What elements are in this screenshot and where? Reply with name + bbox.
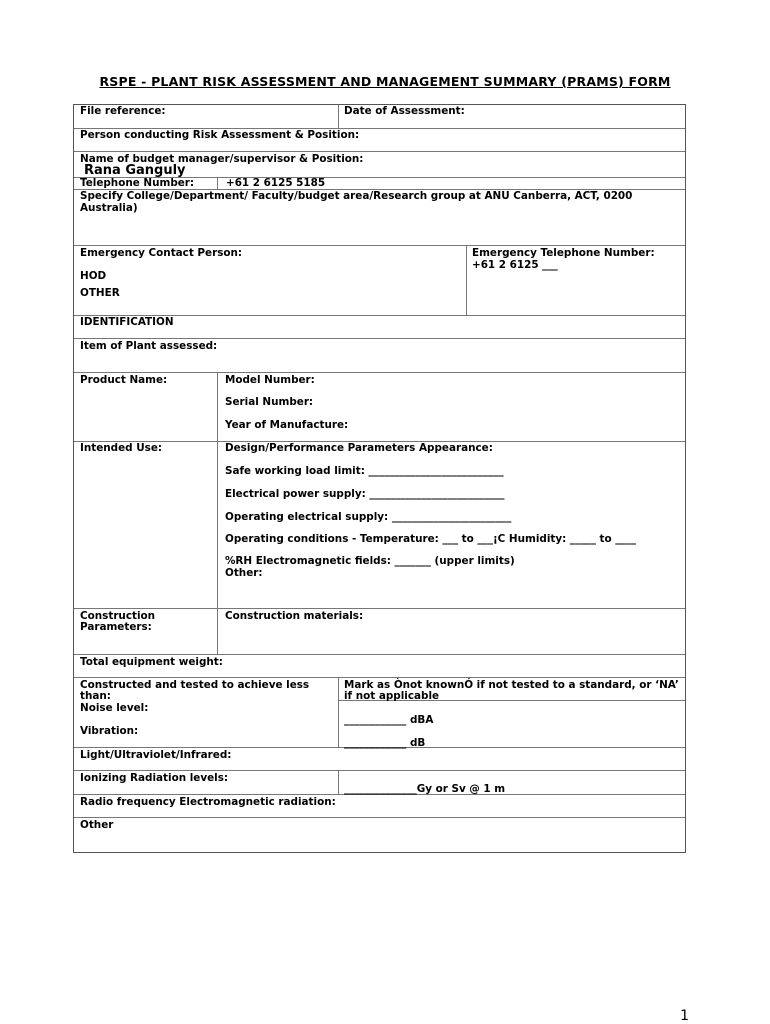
row-divider [74, 817, 685, 818]
emergency-other-label: OTHER [80, 287, 120, 299]
noise-value-field: ____________ dBA [344, 714, 434, 726]
emergency-phone-value: +61 2 6125 ___ [472, 259, 558, 271]
col-divider [466, 245, 467, 315]
mark-line1: Mark as Ònot knownÓ if not tested to a standard, or ‘NA’ [344, 679, 679, 691]
emergency-contact-label: Emergency Contact Person: [80, 247, 243, 259]
page-number: 1 [680, 1008, 689, 1024]
other-label: Other [80, 819, 114, 831]
operating-electrical-field: Operating electrical supply: _______________________ [225, 511, 512, 523]
col-divider [338, 677, 339, 747]
telephone-value: +61 2 6125 5185 [226, 177, 326, 189]
operating-conditions-field: Operating conditions - Temperature: ___ to ___¡C Humidity: _____ to ____ [225, 533, 637, 545]
file-reference-label: File reference: [80, 105, 166, 117]
prams-form [73, 104, 686, 853]
mark-line2: if not applicable [344, 690, 440, 702]
radio-label: Radio frequency Electromagnetic radiation: [80, 796, 336, 808]
electrical-power-field: Electrical power supply: __________________________ [225, 488, 505, 500]
ionizing-value-field: ______________Gy or Sv @ 1 m [344, 783, 506, 795]
intended-use-label: Intended Use: [80, 442, 163, 454]
row-divider [74, 372, 685, 373]
col-divider [217, 372, 218, 654]
emergency-phone-label: Emergency Telephone Number: [472, 247, 655, 259]
row-divider [74, 608, 685, 609]
constructed-line1: Constructed and tested to achieve less [80, 679, 310, 691]
col-divider [338, 105, 339, 128]
specify-line-1: Specify College/Department/ Faculty/budget area/Research group at ANU Canberra, ACT, 0200 [80, 190, 633, 202]
emergency-hod-label: HOD [80, 270, 107, 282]
safe-load-field: Safe working load limit: __________________________ [225, 465, 504, 477]
total-weight-label: Total equipment weight: [80, 656, 223, 668]
row-divider [74, 151, 685, 152]
constructed-line2: than: [80, 690, 111, 702]
row-divider [74, 654, 685, 655]
item-of-plant-label: Item of Plant assessed: [80, 340, 218, 352]
person-conducting-label: Person conducting Risk Assessment & Position: [80, 129, 360, 141]
other-field: Other: [225, 567, 263, 579]
form-title: RSPE - PLANT RISK ASSESSMENT AND MANAGEMENT SUMMARY (PRAMS) FORM [99, 74, 671, 89]
specify-line-2: Australia) [80, 202, 138, 214]
construction-materials-label: Construction materials: [225, 610, 364, 622]
model-number-label: Model Number: [225, 374, 315, 386]
vibration-value-field: ____________ dB [344, 737, 426, 749]
rh-field: %RH Electromagnetic fields: _______ (upper limits) [225, 555, 515, 567]
design-params-label: Design/Performance Parameters Appearance: [225, 442, 493, 454]
year-of-manufacture-label: Year of Manufacture: [225, 419, 349, 431]
date-of-assessment-label: Date of Assessment: [344, 105, 465, 117]
serial-number-label: Serial Number: [225, 396, 314, 408]
ionizing-label: Ionizing Radiation levels: [80, 772, 229, 784]
row-divider [74, 770, 685, 771]
product-name-label: Product Name: [80, 374, 168, 386]
row-divider [74, 677, 685, 678]
identification-heading: IDENTIFICATION [80, 316, 174, 328]
budget-manager-name: Rana Ganguly [84, 163, 186, 178]
telephone-label: Telephone Number: [80, 177, 195, 189]
row-divider [74, 338, 685, 339]
construction-params-line1: Construction [80, 610, 156, 622]
light-label: Light/Ultraviolet/Infrared: [80, 749, 232, 761]
noise-level-label: Noise level: [80, 702, 149, 714]
col-divider [338, 770, 339, 794]
col-divider [217, 177, 218, 189]
budget-manager-label: Name of budget manager/supervisor & Position: [80, 153, 364, 165]
construction-params-line2: Parameters: [80, 621, 152, 633]
vibration-label: Vibration: [80, 725, 139, 737]
row-divider [74, 245, 685, 246]
